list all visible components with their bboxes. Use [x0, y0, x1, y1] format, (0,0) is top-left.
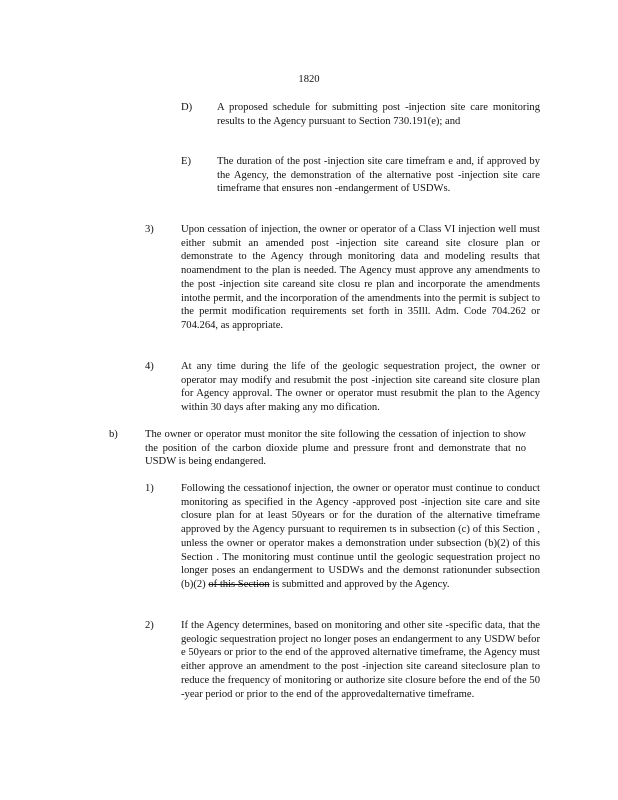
item-label-d: D) — [181, 102, 193, 113]
item-text-b1 — [181, 482, 540, 592]
item-text-d: A proposed schedule for submitting post -injection site care monitoring results to the Agency pursuant to Section 730.191(e); and — [217, 102, 540, 127]
item-label-e: E) — [181, 156, 191, 167]
item-label-3: 3) — [145, 224, 154, 235]
item-text-b2: If the Agency determines, based on monitoring and other site -specific data, that the geologic sequestration project no longer poses an endangerment to any USDW befor e 50years or prior to the end of the approved alternative timeframe, the Agency must either approve an amendment to the post -injection site careand siteclosure plan to reduce the frequency of monitoring or authorize site closure before the end of the 50 -year period or prior to the end of the approvedalternative timeframe. — [181, 620, 541, 700]
item-label-b: b) — [109, 429, 118, 440]
item-label-b2: 2) — [145, 620, 154, 631]
struck-text: of this Section — [208, 578, 270, 590]
item-text-b1-main: Following the cessationof injection, the owner or operator must continue to conduct monitoring as specified in the Agency -approved post -injection site care and site closure plan for at least 50years or for the duration of the alternative timeframe approved by the Agency pursuant to requiremen ts in subsection (c) of this Section , unless the owner or operator makes a demonstration under subsection (b)(2) of this Section . The monitoring must continue until the geologic sequestration project no longer poses an endangerment to USDWs and the demonst rationunder subsection (b)(2) — [181, 483, 540, 590]
item-text-b: The owner or operator must monitor the site following the cessation of injection to show the position of the carbon dioxide plume and pressure front and demonstrate that no USDW is being endangered. — [145, 429, 526, 468]
item-text-e: The duration of the post -injection site care timefram e and, if approved by the Agency, the demonstration of the alternative post -injection site care timeframe that ensures non -endangerment of USDWs. — [217, 156, 540, 195]
item-label-b1: 1) — [145, 483, 154, 494]
item-text-4: At any time during the life of the geologic sequestration project, the owner or operator may modify and resubmit the post -injection site careand site closure plan for Agency approval. The owner or operator must resubmit the plan to the Agency within 30 days after making any mo dification. — [181, 361, 540, 414]
item-text-3: Upon cessation of injection, the owner or operator of a Class VI injection well must either submit an amended post -injection site careand site closure plan or demonstrate to the Agency through monitoring data and modeling results that noamendment to the plan is needed. The Agency must approve any amendments to the post -injection site careand site closu re plan and incorporate the amendments intothe permit, and the incorporation of the amendments into the permit is subject to the permit modification requirements set forth in 35Ill. Adm. Code 704.262 or 704.264, as appropriate. — [181, 224, 540, 331]
page-number: 1820 — [298, 74, 320, 85]
item-label-4: 4) — [145, 361, 154, 372]
item-text-b1-end: is submitted and approved by the Agency. — [272, 578, 450, 590]
